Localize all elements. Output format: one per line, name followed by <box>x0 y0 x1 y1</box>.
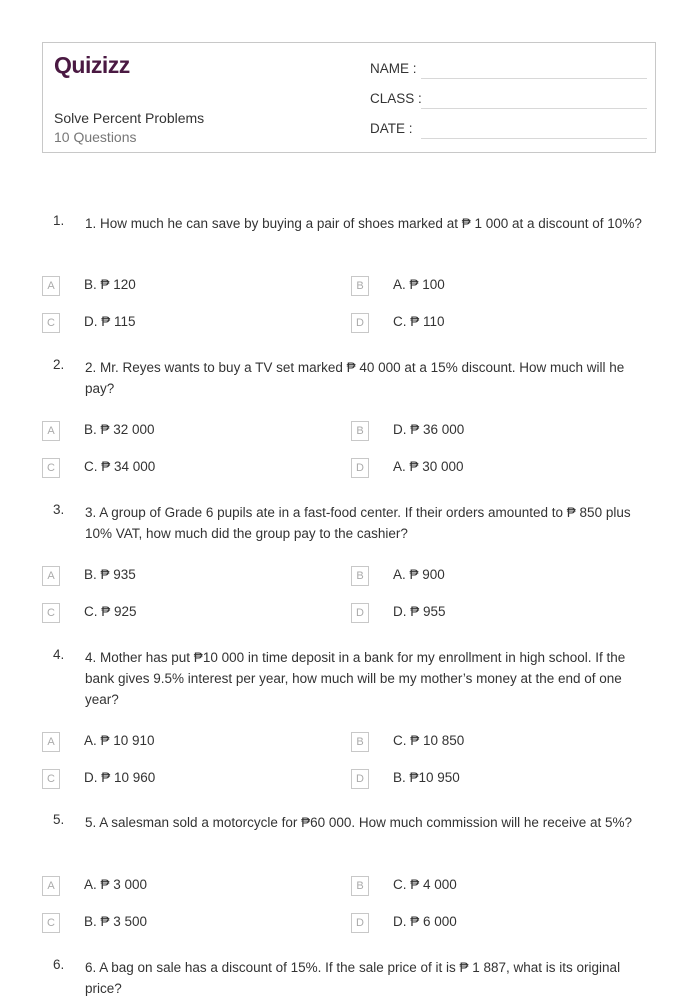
option-letter-box: C <box>42 913 60 933</box>
option-text: B. ₱ 32 000 <box>84 422 155 437</box>
option-text: C. ₱ 10 850 <box>393 733 465 748</box>
worksheet-title: Solve Percent Problems <box>54 110 205 126</box>
option-letter-box: B <box>351 276 369 296</box>
option-text: B. ₱ 3 500 <box>84 914 148 929</box>
option-letter-box: C <box>42 603 60 623</box>
option-letter-box: C <box>42 458 60 478</box>
question-text: 2. Mr. Reyes wants to buy a TV set marked ₱ 40 000 at a 15% discount. How much will he pay? <box>85 360 625 396</box>
option-text: C. ₱ 34 000 <box>84 459 156 474</box>
question-count: 10 Questions <box>54 129 137 145</box>
option-text: A. ₱ 30 000 <box>393 459 464 474</box>
date-field[interactable] <box>421 138 647 139</box>
option-letter-box: D <box>351 913 369 933</box>
question-number: 6. <box>53 957 65 972</box>
quizizz-logo: Quizizz <box>54 52 130 78</box>
option-letter-box: D <box>351 313 369 333</box>
option-letter-box: D <box>351 603 369 623</box>
option-letter-box: A <box>42 276 60 296</box>
question-text: 3. A group of Grade 6 pupils ate in a fast-food center. If their orders amounted to ₱ 850 plus 10% VAT, how much did the group pay to the cashier? <box>85 505 631 541</box>
question-text: 1. How much he can save by buying a pair of shoes marked at ₱ 1 000 at a discount of 10%? <box>85 216 642 231</box>
option-letter-box: D <box>351 458 369 478</box>
name-label: NAME : <box>370 61 417 76</box>
class-field[interactable] <box>421 108 647 109</box>
option-text: B. ₱10 950 <box>393 770 460 785</box>
option-letter-box: B <box>351 876 369 896</box>
question-number: 1. <box>53 213 65 228</box>
question-number: 2. <box>53 357 65 372</box>
option-letter-box: A <box>42 876 60 896</box>
question-text: 6. A bag on sale has a discount of 15%. If the sale price of it is ₱ 1 887, what is its original price? <box>85 960 621 996</box>
date-label: DATE : <box>370 121 413 136</box>
option-text: A. ₱ 100 <box>393 277 445 292</box>
option-text: D. ₱ 6 000 <box>393 914 457 929</box>
name-field[interactable] <box>421 78 647 79</box>
option-letter-box: A <box>42 421 60 441</box>
option-letter-box: A <box>42 566 60 586</box>
option-letter-box: B <box>351 566 369 586</box>
option-text: D. ₱ 10 960 <box>84 770 156 785</box>
worksheet-header <box>42 42 656 153</box>
option-letter-box: D <box>351 769 369 789</box>
question-text: 5. A salesman sold a motorcycle for ₱60 000. How much commission will he receive at 5%? <box>85 815 632 830</box>
option-text: D. ₱ 115 <box>84 314 136 329</box>
question-number: 3. <box>53 502 65 517</box>
option-letter-box: B <box>351 732 369 752</box>
option-text: C. ₱ 925 <box>84 604 137 619</box>
option-letter-box: C <box>42 769 60 789</box>
option-letter-box: A <box>42 732 60 752</box>
option-letter-box: C <box>42 313 60 333</box>
option-text: B. ₱ 935 <box>84 567 136 582</box>
option-text: A. ₱ 3 000 <box>84 877 148 892</box>
option-text: D. ₱ 955 <box>393 604 446 619</box>
option-letter-box: B <box>351 421 369 441</box>
question-number: 4. <box>53 647 65 662</box>
question-number: 5. <box>53 812 65 827</box>
question-text: 4. Mother has put ₱10 000 in time deposit in a bank for my enrollment in high school. If the bank gives 9.5% interest per year, how much will be my mother’s money at the end of one year? <box>85 650 626 707</box>
option-text: C. ₱ 110 <box>393 314 445 329</box>
option-text: A. ₱ 10 910 <box>84 733 155 748</box>
option-text: A. ₱ 900 <box>393 567 445 582</box>
option-text: B. ₱ 120 <box>84 277 136 292</box>
class-label: CLASS : <box>370 91 422 106</box>
option-text: D. ₱ 36 000 <box>393 422 465 437</box>
option-text: C. ₱ 4 000 <box>393 877 457 892</box>
